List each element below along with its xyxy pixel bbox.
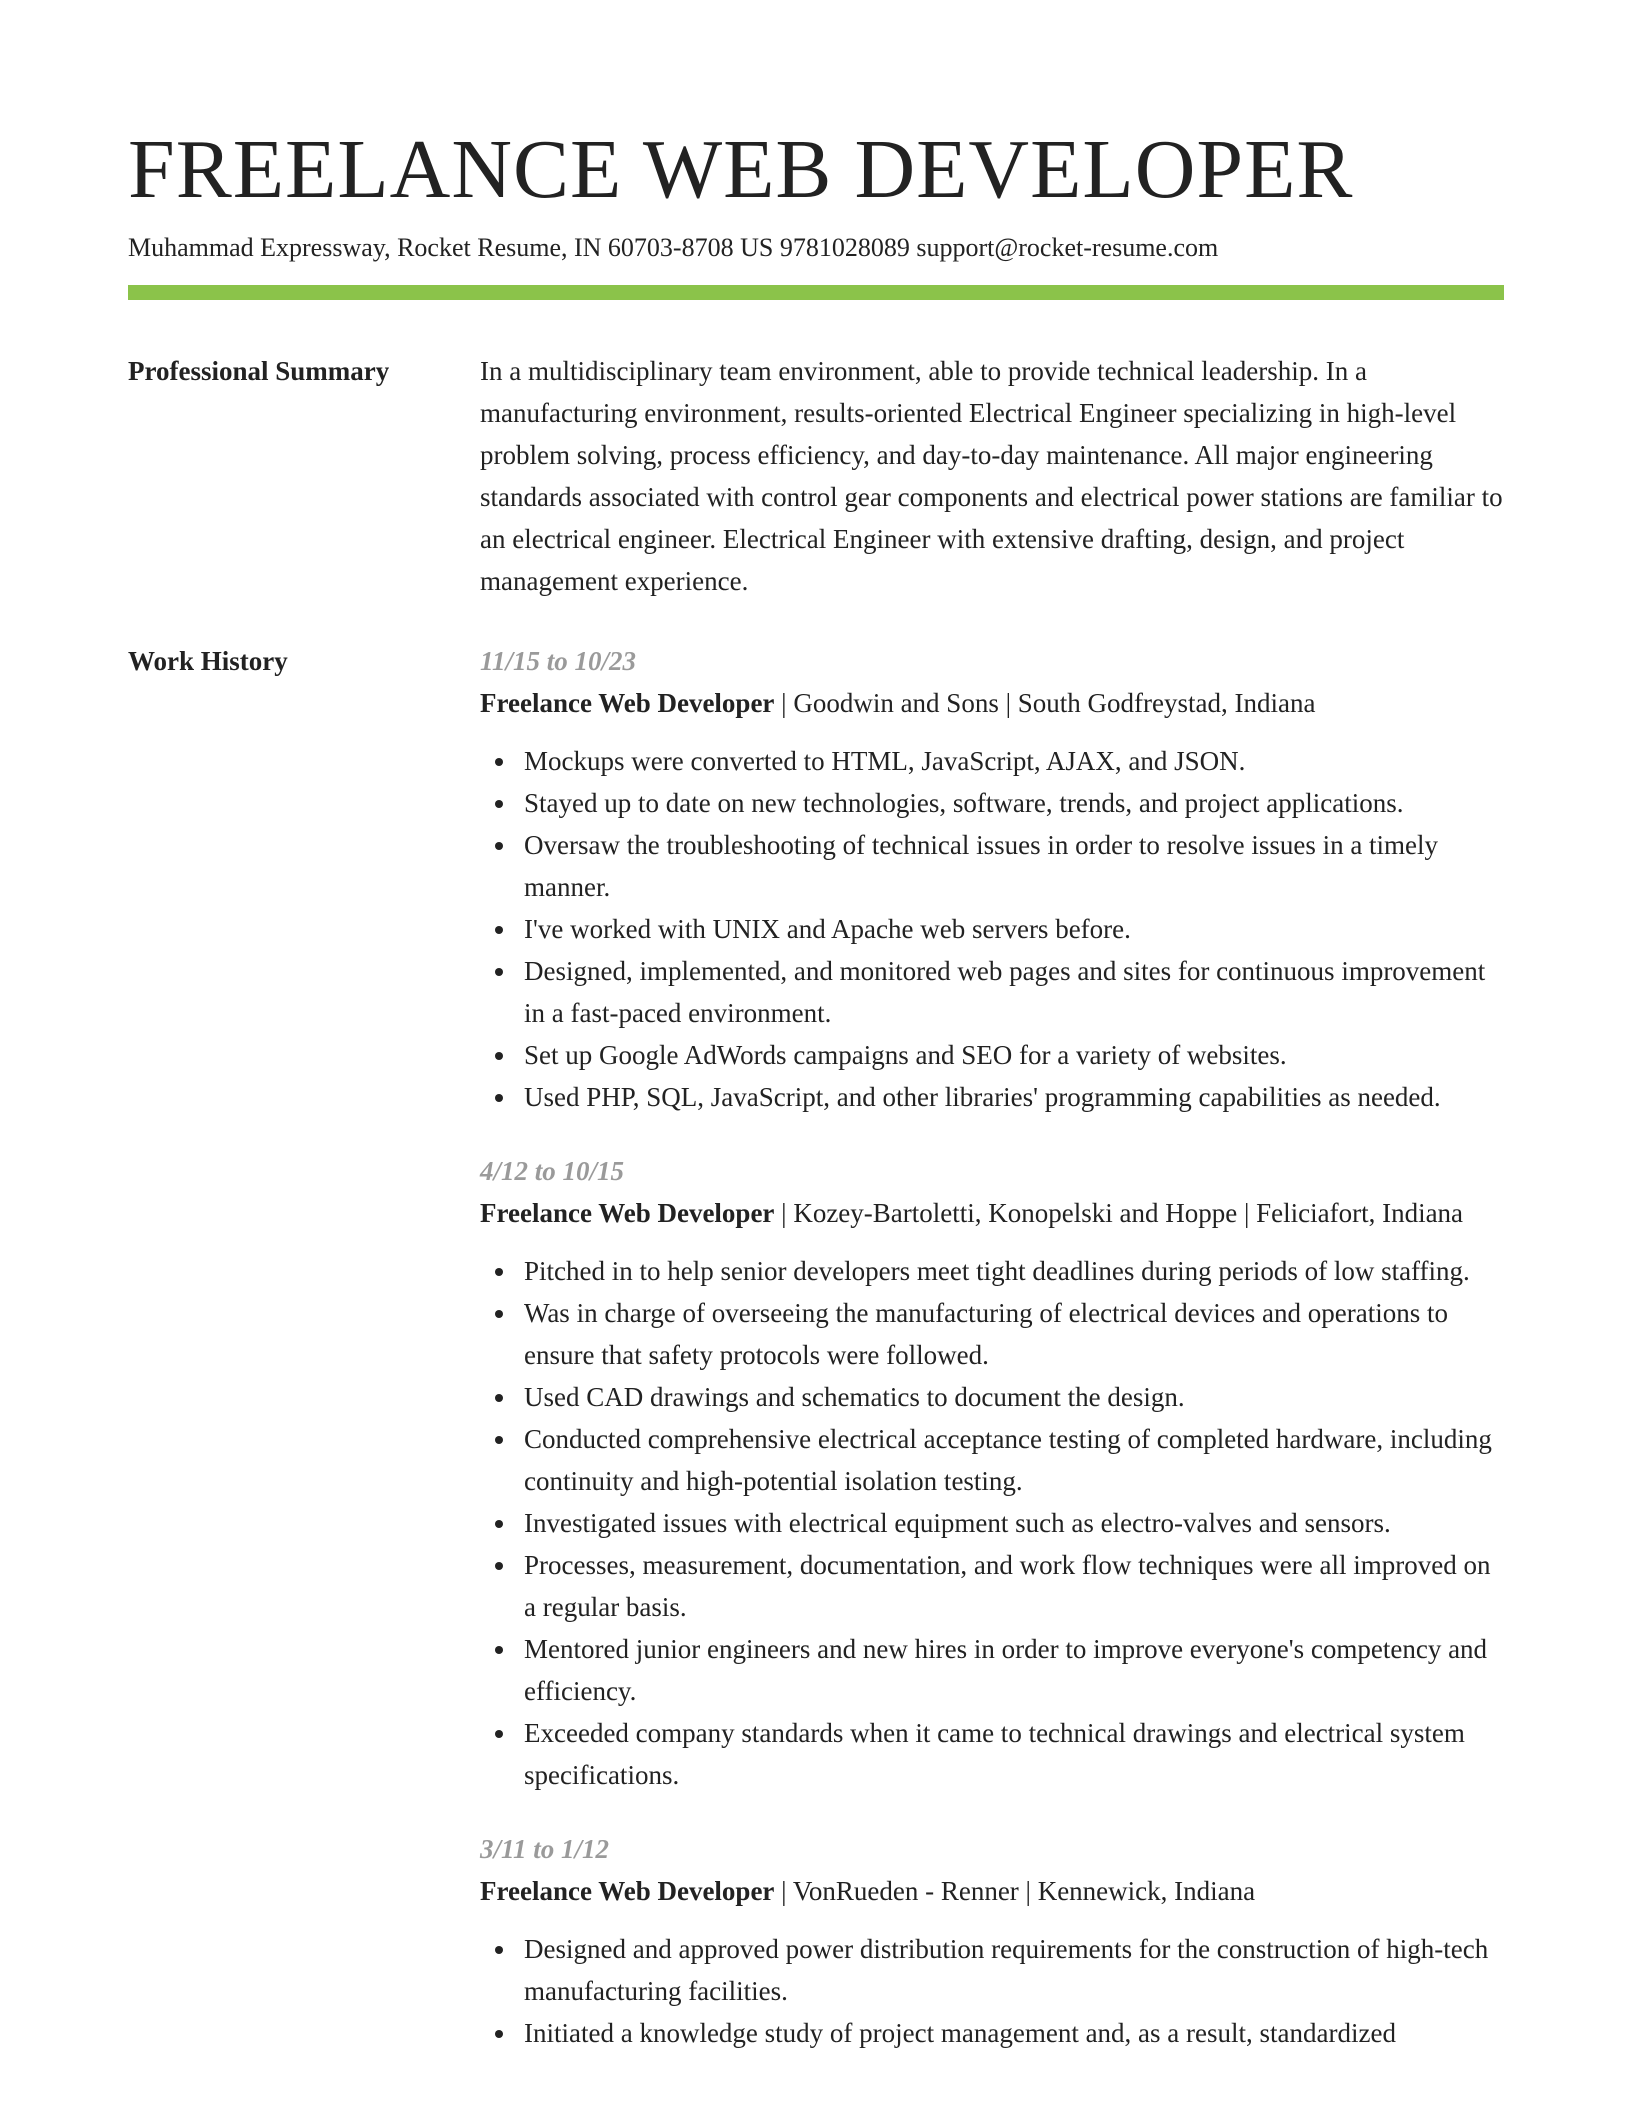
job-title: Freelance Web Developer (480, 688, 775, 718)
list-item: Stayed up to date on new technologies, software, trends, and project applications. (480, 782, 1504, 824)
job-title: Freelance Web Developer (480, 1198, 775, 1228)
header-divider (128, 285, 1504, 300)
job-entry (480, 1150, 1504, 1796)
contact-email: support@rocket-resume.com (916, 233, 1219, 262)
job-bullets (480, 1928, 1504, 2054)
list-item: I've worked with UNIX and Apache web servers before. (480, 908, 1504, 950)
job-title-line (480, 1870, 1504, 1912)
list-item: Pitched in to help senior developers meet tight deadlines during periods of low staffing. (480, 1250, 1504, 1292)
job-title-line (480, 1192, 1504, 1234)
summary-section (128, 350, 1504, 602)
job-entry (480, 1828, 1504, 2054)
list-item: Processes, measurement, documentation, and work flow techniques were all improved on a regular basis. (480, 1544, 1504, 1628)
resume-name: FREELANCE WEB DEVELOPER (128, 123, 1354, 216)
job-bullets (480, 1250, 1504, 1796)
list-item: Designed and approved power distribution requirements for the construction of high-tech manufacturing facilities. (480, 1928, 1504, 2012)
job-bullets (480, 740, 1504, 1118)
job-details: | Kozey-Bartoletti, Konopelski and Hoppe | Feliciafort, Indiana (774, 1198, 1464, 1228)
summary-text: In a multidisciplinary team environment, able to provide technical leadership. In a manufacturing environment, results-oriented Electrical Engineer specializing in high-level problem solving, process efficiency, and day-to-day maintenance. All major engineering standards associated with control gear components and electrical power stations are familiar to an electrical engineer. Electrical Engineer with extensive drafting, design, and project management experience. (480, 356, 1503, 596)
job-details: | VonRueden - Renner | Kennewick, Indiana (774, 1876, 1256, 1906)
job-dates: 3/11 to 1/12 (480, 1834, 610, 1864)
job-dates: 4/12 to 10/15 (480, 1156, 625, 1186)
list-item: Used CAD drawings and schematics to document the design. (480, 1376, 1504, 1418)
list-item: Set up Google AdWords campaigns and SEO for a variety of websites. (480, 1034, 1504, 1076)
work-history-list (480, 640, 1504, 2054)
list-item: Designed, implemented, and monitored web pages and sites for continuous improvement in a fast-paced environment. (480, 950, 1504, 1034)
list-item: Exceeded company standards when it came to technical drawings and electrical system specifications. (480, 1712, 1504, 1796)
contact-line (128, 230, 1504, 266)
summary-heading: Professional Summary (128, 356, 390, 386)
job-dates: 11/15 to 10/23 (480, 646, 637, 676)
contact-phone: 9781028089 (779, 233, 910, 262)
job-entry (480, 640, 1504, 1118)
contact-address: Muhammad Expressway, Rocket Resume, IN 60703-8708 US (128, 233, 774, 262)
list-item: Mockups were converted to HTML, JavaScript, AJAX, and JSON. (480, 740, 1504, 782)
work-history-heading: Work History (128, 646, 288, 676)
list-item: Was in charge of overseeing the manufacturing of electrical devices and operations to ensure that safety protocols were followed. (480, 1292, 1504, 1376)
list-item: Conducted comprehensive electrical acceptance testing of completed hardware, including continuity and high-potential isolation testing. (480, 1418, 1504, 1502)
list-item: Initiated a knowledge study of project management and, as a result, standardized (480, 2012, 1504, 2054)
work-history-section (128, 640, 1504, 2054)
job-details: | Goodwin and Sons | South Godfreystad, Indiana (774, 688, 1316, 718)
resume-page (128, 120, 1504, 2054)
list-item: Oversaw the troubleshooting of technical issues in order to resolve issues in a timely manner. (480, 824, 1504, 908)
list-item: Investigated issues with electrical equipment such as electro-valves and sensors. (480, 1502, 1504, 1544)
job-title: Freelance Web Developer (480, 1876, 775, 1906)
list-item: Mentored junior engineers and new hires in order to improve everyone's competency and efficiency. (480, 1628, 1504, 1712)
job-title-line (480, 682, 1504, 724)
list-item: Used PHP, SQL, JavaScript, and other libraries' programming capabilities as needed. (480, 1076, 1504, 1118)
